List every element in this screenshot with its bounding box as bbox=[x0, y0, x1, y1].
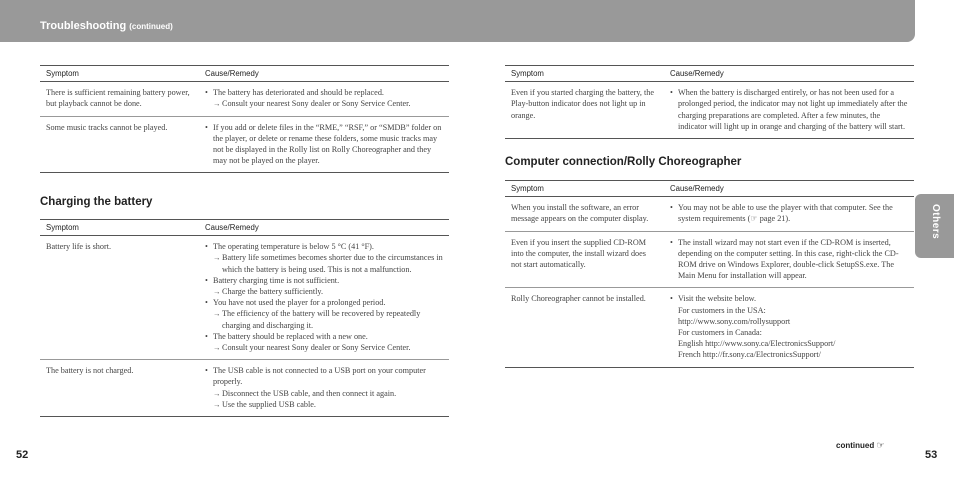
cause-item: • The battery should be replaced with a new one. bbox=[205, 331, 443, 342]
remedy-item: → Use the supplied USB cable. bbox=[205, 399, 443, 410]
troubleshooting-table-charging bbox=[40, 219, 449, 417]
symptom-cell: There is sufficient remaining battery power, but playback cannot be done. bbox=[40, 82, 199, 116]
side-tab bbox=[915, 194, 954, 258]
symptom-cell: The battery is not charged. bbox=[40, 360, 199, 417]
cause-item: • The battery has deteriorated and should be replaced. bbox=[205, 87, 443, 98]
header-title bbox=[40, 20, 173, 32]
cause-item: • Battery charging time is not sufficient. bbox=[205, 275, 443, 286]
column-header-symptom: Symptom bbox=[505, 66, 664, 82]
symptom-cell: Even if you insert the supplied CD-ROM into the computer, the install wizard does not start automatically. bbox=[505, 231, 664, 288]
cause-item: • When the battery is discharged entirely, or has not been used for a prolonged period, the indicator may not light up immediately after the charging preparations are completed. After a few minutes, the indicator will light up in orange and charging of the battery will start. bbox=[670, 87, 908, 132]
symptom-cell: When you install the software, an error message appears on the computer display. bbox=[505, 197, 664, 231]
symptom-cell: Battery life is short. bbox=[40, 236, 199, 360]
column-header-symptom: Symptom bbox=[40, 66, 199, 82]
cause-item: • You may not be able to use the player with that computer. See the system requirements (☞ page 21). bbox=[670, 202, 908, 224]
info-line: English http://www.sony.ca/ElectronicsSupport/ bbox=[678, 339, 836, 349]
info-line: http://www.sony.com/rollysupport bbox=[678, 316, 791, 326]
table-row bbox=[505, 231, 914, 288]
cause-cell bbox=[664, 288, 914, 367]
remedy-item: → Battery life sometimes becomes shorter due to the circumstances in which the battery is being used. This is not a malfunction. bbox=[205, 252, 443, 274]
section-title-computer: Computer connection/Rolly Choreographer bbox=[505, 156, 742, 168]
section-header-bar bbox=[0, 0, 915, 42]
cause-cell bbox=[199, 236, 449, 360]
cause-cell bbox=[664, 231, 914, 288]
table-row bbox=[40, 360, 449, 417]
page-number-left: 52 bbox=[16, 449, 29, 461]
cause-cell bbox=[199, 360, 449, 417]
cause-item: • The USB cable is not connected to a USB port on your computer properly. bbox=[205, 365, 443, 387]
info-line: For customers in the USA: bbox=[678, 305, 766, 315]
table-row bbox=[505, 82, 914, 139]
remedy-item: → Consult your nearest Sony dealer or Sony Service Center. bbox=[205, 342, 443, 353]
remedy-item: → The efficiency of the battery will be recovered by repeatedly charging and discharging it. bbox=[205, 308, 443, 330]
info-line: French http://fr.sony.ca/ElectronicsSupport/ bbox=[678, 350, 821, 360]
table-row bbox=[40, 236, 449, 360]
cause-item: • If you add or delete files in the “RME,” “RSF,” or “SMDB” folder on the player, or delete or rename these folders, some music tracks may not be displayed in the Rolly list on Rolly Choreographer and they may not be played on the player. bbox=[205, 122, 443, 167]
symptom-cell: Even if you started charging the battery, the Play-button indicator does not light up in orange. bbox=[505, 82, 664, 139]
pointing-hand-icon: ☞ bbox=[876, 440, 885, 450]
cause-cell bbox=[664, 197, 914, 231]
page-number-right: 53 bbox=[925, 449, 938, 461]
cause-cell bbox=[199, 116, 449, 173]
column-header-cause: Cause/Remedy bbox=[199, 66, 449, 82]
continued-note bbox=[836, 440, 885, 451]
remedy-item: → Disconnect the USB cable, and then connect it again. bbox=[205, 388, 443, 399]
table-row bbox=[505, 197, 914, 231]
column-header-symptom: Symptom bbox=[40, 220, 199, 236]
symptom-cell: Some music tracks cannot be played. bbox=[40, 116, 199, 173]
troubleshooting-table-computer bbox=[505, 180, 914, 368]
column-header-cause: Cause/Remedy bbox=[664, 181, 914, 197]
side-tab-label: Others bbox=[930, 204, 941, 240]
section-title-charging: Charging the battery bbox=[40, 196, 153, 208]
header-title-text: Troubleshooting bbox=[40, 20, 127, 32]
info-line: For customers in Canada: bbox=[678, 328, 762, 338]
troubleshooting-table-right-top bbox=[505, 65, 914, 139]
symptom-cell: Rolly Choreographer cannot be installed. bbox=[505, 288, 664, 367]
table-row bbox=[505, 288, 914, 367]
remedy-item: → Consult your nearest Sony dealer or Sony Service Center. bbox=[205, 98, 443, 109]
column-header-symptom: Symptom bbox=[505, 181, 664, 197]
column-header-cause: Cause/Remedy bbox=[664, 66, 914, 82]
header-subtitle: (continued) bbox=[129, 22, 173, 31]
table-row bbox=[40, 116, 449, 173]
cause-item: • The install wizard may not start even if the CD-ROM is inserted, depending on the computer setting. In this case, right-click the CD-ROM drive on Windows Explorer, double-click SetupSS.exe. The Main Menu for installation will appear. bbox=[670, 237, 908, 282]
cause-item: • You have not used the player for a prolonged period. bbox=[205, 297, 443, 308]
remedy-item: → Charge the battery sufficiently. bbox=[205, 286, 443, 297]
troubleshooting-table-left-top bbox=[40, 65, 449, 173]
column-header-cause: Cause/Remedy bbox=[199, 220, 449, 236]
cause-item: • The operating temperature is below 5 °C (41 °F). bbox=[205, 241, 443, 252]
cause-cell bbox=[199, 82, 449, 116]
table-row bbox=[40, 82, 449, 116]
cause-item: • Visit the website below. bbox=[670, 293, 908, 304]
continued-label: continued bbox=[836, 441, 875, 450]
cause-cell bbox=[664, 82, 914, 139]
